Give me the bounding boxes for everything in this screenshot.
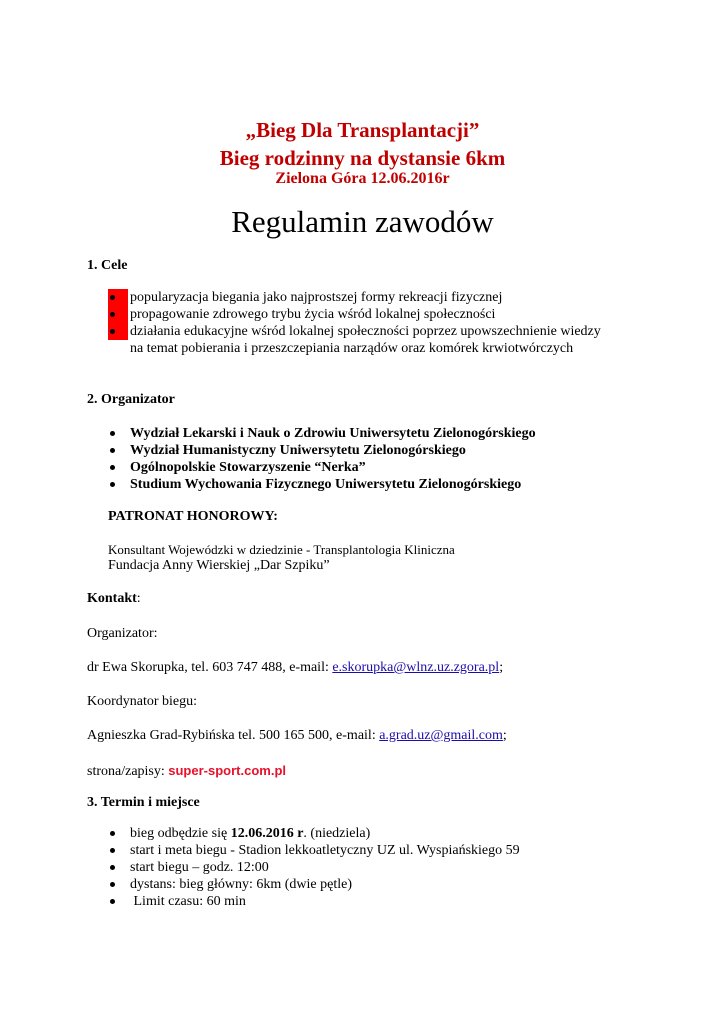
- list-item: propagowanie zdrowego trybu życia wśród lokalnej społeczności: [108, 306, 601, 323]
- list-item: Studium Wychowania Fizycznego Uniwersytetu Zielonogórskiego: [108, 476, 536, 493]
- list-item: Limit czasu: 60 min: [108, 893, 520, 910]
- list-item: działania edukacyjne wśród lokalnej społeczności poprzez upowszechnienie wiedzy: [108, 323, 601, 340]
- coordinator-label: Koordynator biegu:: [87, 694, 198, 709]
- bullet-icon: [110, 882, 115, 887]
- patronat-heading: PATRONAT HONOROWY:: [108, 509, 278, 524]
- list-item: Wydział Humanistyczny Uniwersytetu Zielonogórskiego: [108, 442, 536, 459]
- bullet-icon: [110, 848, 115, 853]
- coordinator-email-link[interactable]: a.grad.uz@gmail.com: [379, 728, 503, 743]
- registration-site-link[interactable]: super-sport.com.pl: [168, 763, 287, 778]
- schedule-list: [108, 825, 520, 910]
- bullet-icon: [110, 482, 115, 487]
- event-date-place: Zielona Góra 12.06.2016r: [275, 170, 450, 187]
- bullet-icon: [110, 431, 115, 436]
- list-item: popularyzacja biegania jako najprostszej formy rekreacji fizycznej: [108, 289, 601, 306]
- list-item: Wydział Lekarski i Nauk o Zdrowiu Uniwersytetu Zielonogórskiego: [108, 425, 536, 442]
- event-subtitle: Bieg rodzinny na dystansie 6km: [219, 146, 506, 170]
- list-item-continuation: na temat pobierania i przeszczepiania narządów oraz komórek krwiotwórczych: [130, 341, 574, 356]
- list-item: bieg odbędzie się 12.06.2016 r. (niedziela): [108, 825, 520, 842]
- list-item: start i meta biegu - Stadion lekkoatletyczny UZ ul. Wyspiańskiego 59: [108, 842, 520, 859]
- organizers-list: [108, 425, 536, 493]
- registration-line: strona/zapisy: super-sport.com.pl: [87, 763, 287, 779]
- coordinator-contact: Agnieszka Grad-Rybińska tel. 500 165 500, e-mail: a.grad.uz@gmail.com;: [87, 728, 507, 743]
- goals-list: [108, 289, 601, 357]
- bullet-icon: [110, 865, 115, 870]
- organizer-label: Organizator:: [87, 626, 158, 641]
- bullet-icon: [110, 465, 115, 470]
- section-heading-cele: 1. Cele: [87, 258, 128, 273]
- bullet-icon: [110, 329, 115, 334]
- event-title: „Bieg Dla Transplantacji”: [245, 118, 480, 142]
- bullet-icon: [110, 295, 115, 300]
- bullet-icon: [110, 831, 115, 836]
- list-item: start biegu – godz. 12:00: [108, 859, 520, 876]
- contact-heading: Kontakt:: [87, 591, 141, 606]
- page-title: Regulamin zawodów: [231, 204, 494, 239]
- bullet-icon: [110, 899, 115, 904]
- section-heading-termin: 3. Termin i miejsce: [87, 795, 200, 810]
- bullet-icon: [110, 448, 115, 453]
- patronat-line-2: Fundacja Anny Wierskiej „Dar Szpiku”: [108, 558, 330, 573]
- patronat-line-1: Konsultant Wojewódzki w dziedzinie - Transplantologia Kliniczna: [108, 542, 455, 557]
- organizer-email-link[interactable]: e.skorupka@wlnz.uz.zgora.pl: [332, 660, 500, 675]
- section-heading-organizator: 2. Organizator: [87, 392, 175, 407]
- list-item: Ogólnopolskie Stowarzyszenie “Nerka”: [108, 459, 536, 476]
- list-item: dystans: bieg główny: 6km (dwie pętle): [108, 876, 520, 893]
- organizer-contact: dr Ewa Skorupka, tel. 603 747 488, e-mail: e.skorupka@wlnz.uz.zgora.pl;: [87, 660, 504, 675]
- bullet-icon: [110, 312, 115, 317]
